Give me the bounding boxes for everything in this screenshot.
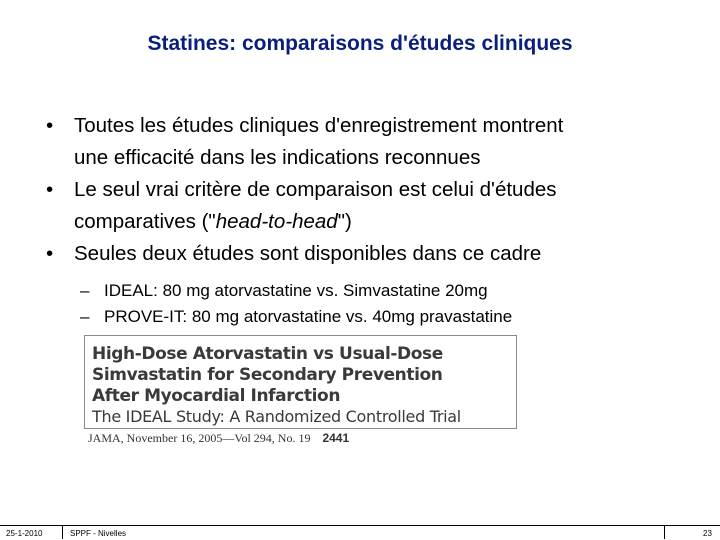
article-title-line: Simvastatin for Secondary Prevention [92,365,443,385]
slide-number: 23 [703,529,712,538]
article-citation [88,431,349,446]
citation-page: 2441 [322,431,350,445]
bullet-text-line [74,206,684,238]
bullet-list [44,110,684,330]
bullet-text-line: une efficacité dans les indications reconnues [74,146,481,169]
footer-divider [0,525,720,526]
subbullet-list [44,278,684,330]
article-title-line: High-Dose Atorvastatin vs Usual-Dose [92,344,443,364]
subbullet-marker: – [80,281,90,300]
bullet-text-line: Le seul vrai critère de comparaison est celui d'études [74,178,557,201]
article-subtitle: The IDEAL Study: A Randomized Controlled Trial [92,407,461,426]
bullet-item [44,238,684,270]
slide-title: Statines: comparaisons d'études cliniques [147,32,573,55]
subbullet-text: IDEAL: 80 mg atorvastatine vs. Simvastatine 20mg [104,281,488,300]
citation-text: JAMA, November 16, 2005—Vol 294, No. 19 [88,431,311,445]
subbullet-item [44,304,684,330]
bullet-text-line: Seules deux études sont disponibles dans ce cadre [74,242,542,265]
footer-separator [664,525,665,539]
article-clipping [84,335,517,429]
subbullet-marker: – [80,307,90,326]
subbullet-item [44,278,684,304]
bullet-item [44,174,684,238]
bullet-text-segment: comparatives (" [74,210,216,233]
article-title-line: After Myocardial Infarction [92,386,341,406]
bullet-marker: • [46,178,54,201]
bullet-text-line: Toutes les études cliniques d'enregistrement montrent [74,114,564,137]
footer-organization: SPPF - Nivelles [70,529,127,538]
footer-date: 25-1-2010 [6,529,43,538]
bullet-text-italic: head-to-head [215,210,338,233]
bullet-marker: • [46,114,54,137]
bullet-marker: • [46,242,54,265]
subbullet-text: PROVE-IT: 80 mg atorvastatine vs. 40mg pravastatine [104,307,513,326]
bullet-text-segment: ") [337,210,352,233]
bullet-item [44,110,684,174]
footer-separator [62,525,63,539]
